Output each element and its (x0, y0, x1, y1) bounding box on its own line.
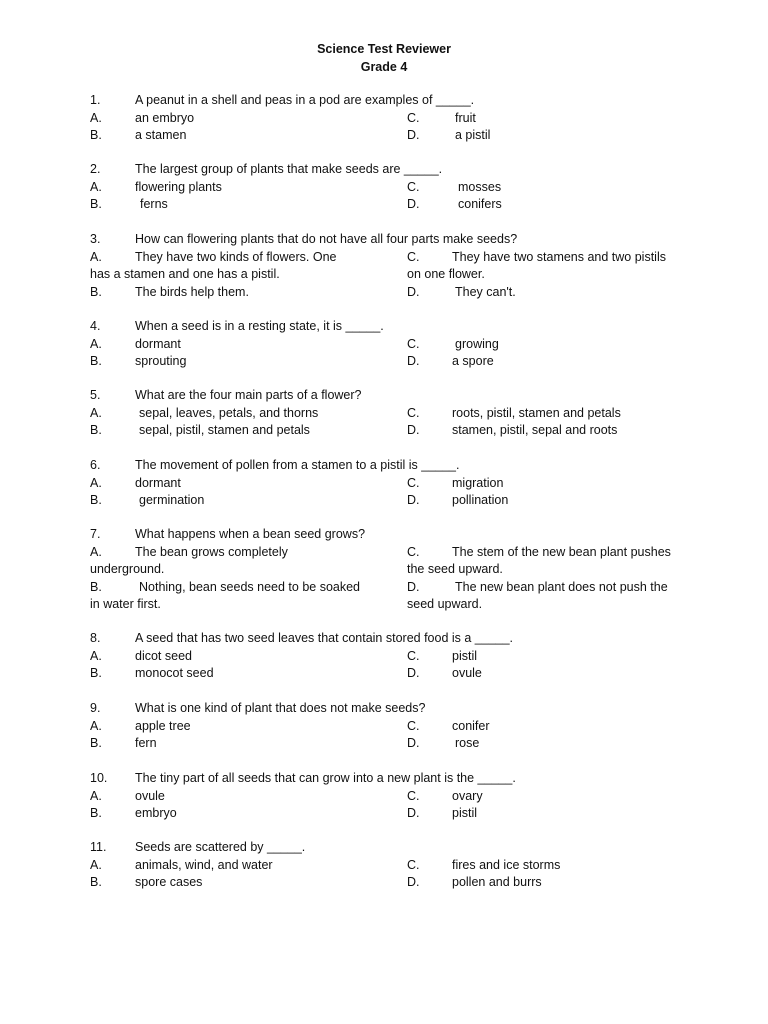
option-c: pistil (452, 648, 478, 663)
option-b-continued: in water first. (90, 597, 161, 611)
option-label-a: A. (90, 405, 102, 420)
option-c: ovary (452, 788, 483, 803)
option-d: a pistil (455, 128, 491, 142)
option-label-a: A. (90, 249, 102, 264)
option-d: pollination (452, 493, 509, 507)
question-10 (0, 770, 768, 823)
question-9 (0, 700, 768, 753)
question-number: 11. (90, 840, 107, 854)
option-label-d: D. (407, 423, 420, 437)
option-c: conifer (452, 718, 490, 733)
option-c-continued: on one flower. (407, 267, 485, 281)
question-number: 5. (90, 388, 101, 402)
option-label-b: B. (90, 875, 102, 889)
option-label-d: D. (407, 354, 420, 368)
option-label-b: B. (90, 736, 102, 750)
question-4 (0, 318, 768, 371)
question-text: The largest group of plants that make seeds are _____. (135, 162, 443, 176)
option-d: The new bean plant does not push the (455, 579, 668, 594)
option-a: They have two kinds of flowers. One (135, 249, 337, 264)
option-label-a: A. (90, 648, 102, 663)
option-a: animals, wind, and water (135, 857, 273, 872)
option-b: The birds help them. (135, 284, 249, 299)
question-2 (0, 161, 768, 214)
option-label-a: A. (90, 475, 102, 490)
option-b: Nothing, bean seeds need to be soaked (139, 579, 361, 594)
option-b: a stamen (135, 128, 187, 142)
option-d: rose (455, 736, 480, 750)
option-d: They can't. (455, 284, 516, 299)
option-d: a spore (452, 354, 494, 368)
option-label-a: A. (90, 110, 102, 125)
option-a-continued: has a stamen and one has a pistil. (90, 267, 280, 281)
question-text: What happens when a bean seed grows? (135, 527, 366, 541)
option-label-a: A. (90, 179, 102, 194)
question-text: Seeds are scattered by _____. (135, 840, 306, 854)
question-number: 2. (90, 162, 101, 176)
option-c: fires and ice storms (452, 857, 561, 872)
option-c: They have two stamens and two pistils (452, 249, 666, 264)
option-b: germination (139, 493, 205, 507)
option-label-b: B. (90, 666, 102, 680)
option-a: ovule (135, 788, 165, 803)
question-3 (0, 231, 768, 301)
option-label-c: C. (407, 857, 420, 872)
option-label-b: B. (90, 493, 102, 507)
option-b: ferns (140, 197, 168, 211)
option-label-d: D. (407, 493, 420, 507)
question-number: 7. (90, 527, 101, 541)
question-text: A seed that has two seed leaves that contain stored food is a _____. (135, 631, 514, 645)
option-label-c: C. (407, 336, 420, 351)
question-number: 3. (90, 232, 101, 246)
option-a: dormant (135, 475, 181, 490)
option-b: fern (135, 736, 157, 750)
option-label-d: D. (407, 736, 420, 750)
question-1 (0, 92, 768, 145)
option-label-a: A. (90, 336, 102, 351)
option-label-b: B. (90, 284, 102, 299)
option-label-c: C. (407, 544, 420, 559)
page-subtitle: Grade 4 (360, 60, 408, 74)
question-number: 6. (90, 458, 101, 472)
option-label-b: B. (90, 423, 102, 437)
question-text: When a seed is in a resting state, it is _____. (135, 319, 384, 333)
option-label-c: C. (407, 179, 420, 194)
option-b: monocot seed (135, 666, 214, 680)
option-b: embryo (135, 806, 177, 820)
option-a: dormant (135, 336, 181, 351)
option-label-c: C. (407, 475, 420, 490)
option-label-d: D. (407, 128, 420, 142)
question-8 (0, 630, 768, 683)
option-label-c: C. (407, 249, 420, 264)
option-d-continued: seed upward. (407, 597, 483, 611)
option-label-d: D. (407, 666, 420, 680)
option-label-a: A. (90, 857, 102, 872)
question-11 (0, 839, 768, 892)
option-c: roots, pistil, stamen and petals (452, 405, 621, 420)
option-label-b: B. (90, 806, 102, 820)
question-text: What are the four main parts of a flower? (135, 388, 362, 402)
option-d: ovule (452, 666, 482, 680)
option-c-continued: the seed upward. (407, 562, 503, 576)
option-d: conifers (458, 197, 502, 211)
question-number: 1. (90, 93, 101, 107)
option-b: spore cases (135, 875, 203, 889)
option-a: The bean grows completely (135, 544, 288, 559)
option-c: The stem of the new bean plant pushes (452, 544, 671, 559)
question-text: The movement of pollen from a stamen to a pistil is _____. (135, 458, 460, 472)
question-text: What is one kind of plant that does not make seeds? (135, 701, 426, 715)
option-d: pollen and burrs (452, 875, 542, 889)
option-a: apple tree (135, 718, 191, 733)
option-a: sepal, leaves, petals, and thorns (139, 405, 319, 420)
question-text: How can flowering plants that do not have all four parts make seeds? (135, 232, 518, 246)
option-label-c: C. (407, 648, 420, 663)
option-label-b: B. (90, 579, 102, 594)
question-7 (0, 526, 768, 614)
question-number: 9. (90, 701, 101, 715)
option-a-continued: underground. (90, 562, 165, 576)
option-label-c: C. (407, 718, 420, 733)
question-6 (0, 457, 768, 510)
option-c: fruit (455, 110, 476, 125)
option-label-b: B. (90, 128, 102, 142)
question-5 (0, 387, 768, 440)
question-number: 4. (90, 319, 101, 333)
option-label-d: D. (407, 875, 420, 889)
option-d: stamen, pistil, sepal and roots (452, 423, 618, 437)
option-label-b: B. (90, 354, 102, 368)
option-c: migration (452, 475, 504, 490)
option-b: sepal, pistil, stamen and petals (139, 423, 310, 437)
question-text: A peanut in a shell and peas in a pod are examples of _____. (135, 93, 475, 107)
option-label-d: D. (407, 284, 420, 299)
page-title: Science Test Reviewer (317, 42, 451, 56)
option-c: growing (455, 336, 499, 351)
option-d: pistil (452, 806, 478, 820)
option-b: sprouting (135, 354, 187, 368)
option-c: mosses (458, 179, 502, 194)
option-a: an embryo (135, 110, 195, 125)
option-label-c: C. (407, 110, 420, 125)
option-label-d: D. (407, 197, 420, 211)
option-label-a: A. (90, 718, 102, 733)
option-label-a: A. (90, 544, 102, 559)
question-text: The tiny part of all seeds that can grow into a new plant is the _____. (135, 771, 516, 785)
option-a: dicot seed (135, 648, 192, 663)
option-label-c: C. (407, 788, 420, 803)
option-label-c: C. (407, 405, 420, 420)
option-label-b: B. (90, 197, 102, 211)
question-number: 8. (90, 631, 101, 645)
option-label-a: A. (90, 788, 102, 803)
option-label-d: D. (407, 579, 420, 594)
option-label-d: D. (407, 806, 420, 820)
option-a: flowering plants (135, 179, 222, 194)
question-number: 10. (90, 771, 108, 785)
